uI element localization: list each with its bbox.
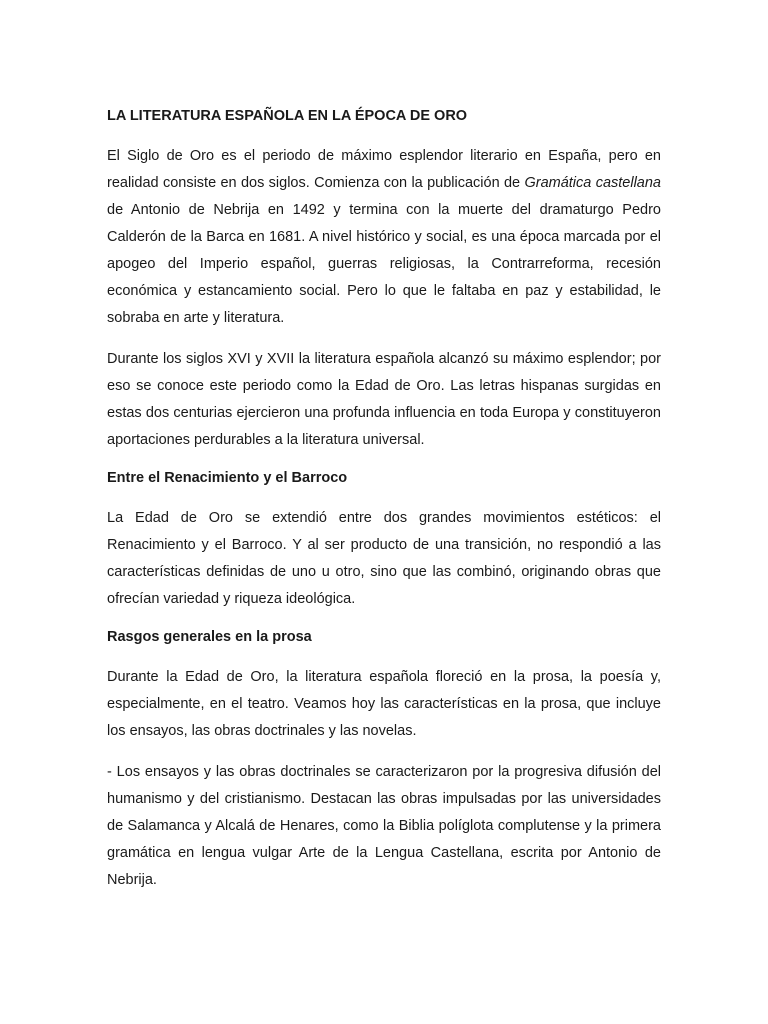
paragraph-siglos-xvi-xvii: Durante los siglos XVI y XVII la literatura española alcanzó su máximo esplendor; por eso se conoce este periodo como la Edad de Oro. Las letras hispanas surgidas en estas dos centurias ejercieron una profunda influencia en toda Europa y constituyeron aportaciones perdurables a la literatura universal. bbox=[107, 351, 661, 448]
book-title-italic: Gramática castellana bbox=[524, 175, 661, 191]
document-title: LA LITERATURA ESPAÑOLA EN LA ÉPOCA DE ORO bbox=[107, 108, 468, 124]
section-heading-rasgos-prosa: Rasgos generales en la prosa bbox=[107, 629, 312, 645]
paragraph-prosa-poesia-teatro: Durante la Edad de Oro, la literatura española floreció en la prosa, la poesía y, especialmente, en el teatro. Veamos hoy las características en la prosa, que incluye los ensayos, las obras doctrinales y las novelas. bbox=[107, 669, 661, 739]
paragraph-siglo-de-oro bbox=[107, 143, 661, 332]
paragraph-movimientos-esteticos: La Edad de Oro se extendió entre dos grandes movimientos estéticos: el Renacimiento y el Barroco. Y al ser producto de una transición, no respondió a las características definidas de uno u otro, sino que las combinó, originando obras que ofrecían variedad y riqueza ideológica. bbox=[107, 510, 661, 607]
section-heading-renacimiento-barroco: Entre el Renacimiento y el Barroco bbox=[107, 470, 348, 486]
paragraph-ensayos-doctrinales: - Los ensayos y las obras doctrinales se caracterizaron por la progresiva difusión del humanismo y del cristianismo. Destacan las obras impulsadas por las universidades de Salamanca y Alcalá de Henares, como la Biblia políglota complutense y la primera gramática en lengua vulgar Arte de la Lengua Castellana, escrita por Antonio de Nebrija. bbox=[107, 764, 661, 888]
paragraph-text: El Siglo de Oro es el periodo de máximo esplendor literario en España, pero en realidad consiste en dos siglos. Comienza con la publicación de bbox=[107, 148, 661, 191]
paragraph-text: de Antonio de Nebrija en 1492 y termina con la muerte del dramaturgo Pedro Calderón de la Barca en 1681. A nivel histórico y social, es una época marcada por el apogeo del Imperio español, guerras religiosas, la Contrarreforma, recesión económica y estancamiento social. Pero lo que le faltaba en paz y estabilidad, le sobraba en arte y literatura. bbox=[107, 202, 661, 326]
